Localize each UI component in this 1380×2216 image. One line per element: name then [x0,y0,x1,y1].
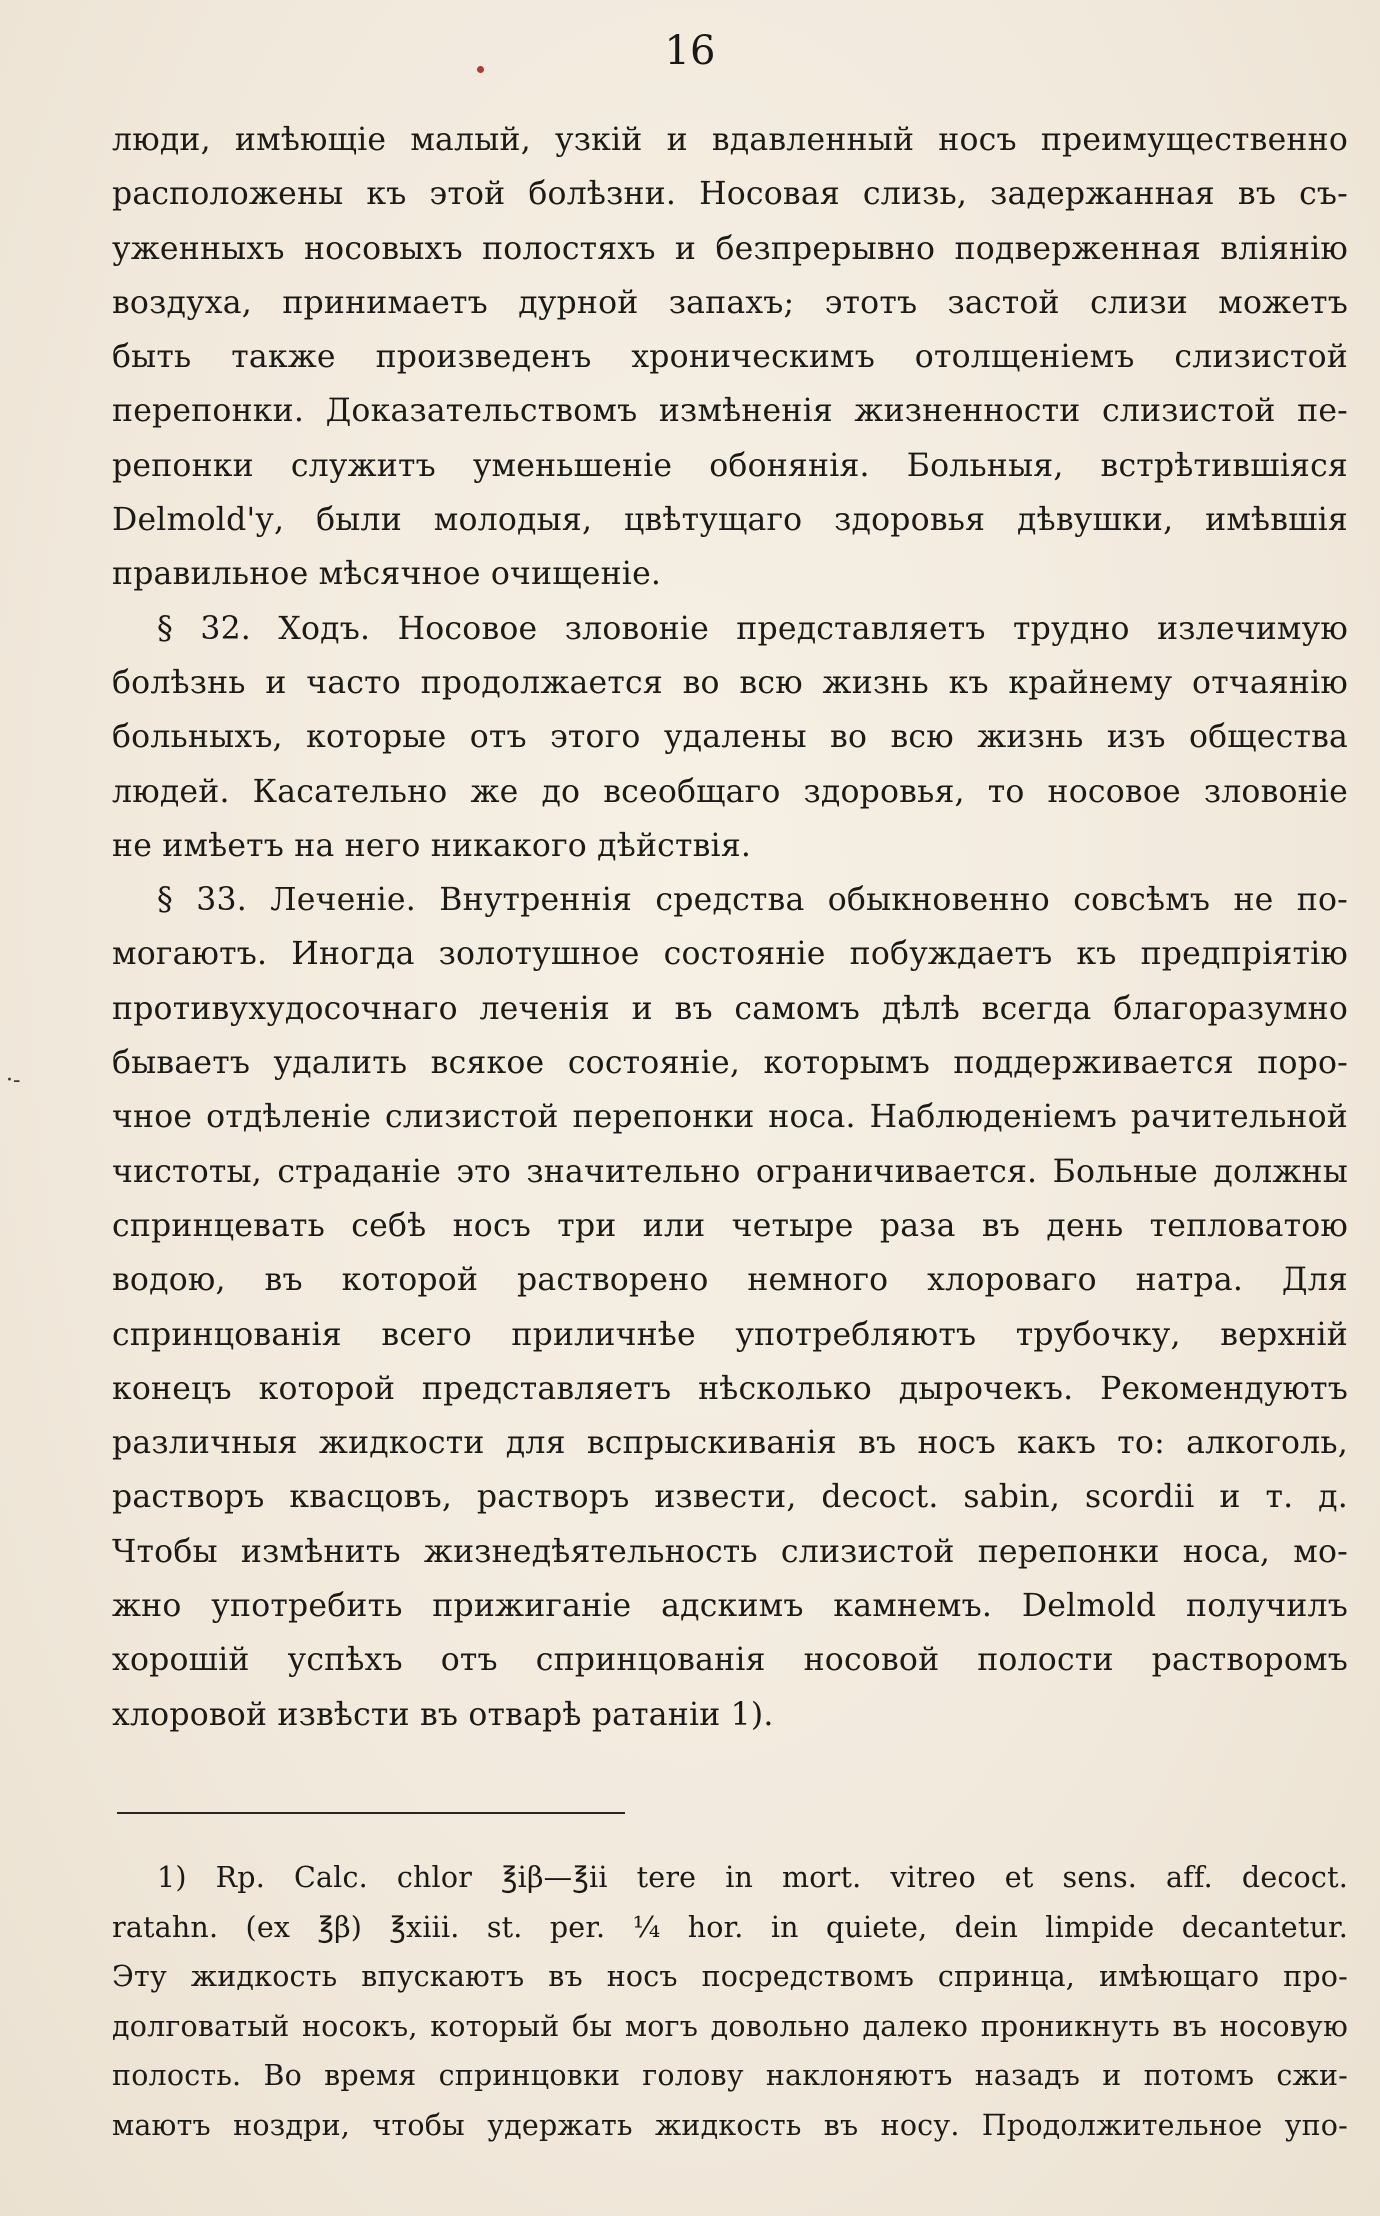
text-line: водою, въ которой растворено немного хлороваго натра. Для [112,1262,1348,1299]
footnote-line: Эту жидкость впускаютъ въ носъ посредствомъ спринца, имѣющаго про- [112,1960,1348,1994]
text-line: репонки служитъ уменьшеніе обонянія. Больныя, встрѣтившіяся [112,447,1348,484]
footnote-line: долговатый носокъ, который бы могъ довольно далеко проникнуть въ носовую [112,2009,1348,2043]
text-line: бываетъ удалить всякое состояніе, которымъ поддерживается поро- [112,1045,1348,1082]
text-line: спринцевать себѣ носъ три или четыре раза въ день тепловатою [112,1207,1348,1244]
text-line: § 33. Леченіе. Внутреннія средства обыкновенно совсѣмъ не по- [157,882,1348,919]
text-line: воздуха, принимаетъ дурной запахъ; этотъ застой слизи можетъ [112,284,1348,321]
text-line: Delmold'у, были молодыя, цвѣтущаго здоровья дѣвушки, имѣвшія [112,502,1348,539]
ink-mark [477,66,484,73]
text-line: не имѣетъ на него никакого дѣйствія. [112,827,752,864]
text-line: конецъ которой представляетъ нѣсколько дырочекъ. Рекомендуютъ [112,1370,1348,1407]
margin-mark: ·- [6,1068,21,1093]
footnote-line: ratahn. (ex ℥β) ℥xiii. st. per. ¼ hor. in quiete, dein limpide decantetur. [112,1910,1348,1944]
text-line: различныя жидкости для вспрыскиванія въ носъ какъ то: алкоголь, [112,1425,1348,1462]
text-line: больныхъ, которые отъ этого удалены во всю жизнь изъ общества [112,719,1348,756]
text-line: правильное мѣсячное очищеніе. [112,556,662,593]
footnote-divider [117,1812,625,1814]
text-line: растворъ квасцовъ, растворъ извести, decoct. sabin, scordii и т. д. [112,1479,1348,1516]
text-line: чистоты, страданіе это значительно ограничивается. Больные должны [112,1153,1348,1190]
text-line: быть также произведенъ хроническимъ отолщеніемъ слизистой [112,339,1348,376]
text-line: болѣзнь и часто продолжается во всю жизнь къ крайнему отчаянію [112,664,1348,701]
text-line: хлоровой извѣсти въ отварѣ ратаніи 1). [112,1696,774,1733]
text-line: жно употребить прижиганіе адскимъ камнемъ. Delmold получилъ [112,1588,1348,1625]
text-line: люди, имѣющіе малый, узкій и вдавленный носъ преимущественно [112,122,1348,158]
footnote-line: полость. Во время спринцовки голову наклоняютъ назадъ и потомъ сжи- [112,2059,1348,2093]
footnote-line: маютъ ноздри, чтобы удержать жидкость въ носу. Продолжительное упо- [112,2108,1348,2142]
text-line: спринцованія всего приличнѣе употребляютъ трубочку, верхній [112,1316,1348,1353]
page-number: 16 [664,28,716,74]
text-line: хорошій успѣхъ отъ спринцованія носовой полости растворомъ [112,1642,1348,1679]
main-text [112,113,1348,1742]
text-line: людей. Касательно же до всеобщаго здоровья, то носовое зловоніе [112,773,1348,810]
text-line: могаютъ. Иногда золотушное состояніе побуждаетъ къ предпріятію [112,936,1348,973]
text-line: Чтобы измѣнить жизнедѣятельность слизистой перепонки носа, мо- [112,1533,1348,1570]
text-line: противухудосочнаго леченія и въ самомъ дѣлѣ всегда благоразумно [112,990,1348,1027]
footnote [112,1853,1348,2151]
footnote-line: 1) Rp. Calc. chlor ℥iβ—℥ii tere in mort. vitreo et sens. aff. decoct. [157,1861,1348,1894]
text-line: § 32. Ходъ. Носовое зловоніе представляетъ трудно излечимую [157,610,1348,647]
text-line: чное отдѣленіе слизистой перепонки носа. Наблюденіемъ рачительной [112,1099,1348,1136]
text-line: перепонки. Доказательствомъ измѣненія жизненности слизистой пе- [112,393,1348,430]
text-line: уженныхъ носовыхъ полостяхъ и безпрерывно подверженная вліянію [112,230,1348,267]
text-line: расположены къ этой болѣзни. Носовая слизь, задержанная въ съ- [112,176,1348,213]
